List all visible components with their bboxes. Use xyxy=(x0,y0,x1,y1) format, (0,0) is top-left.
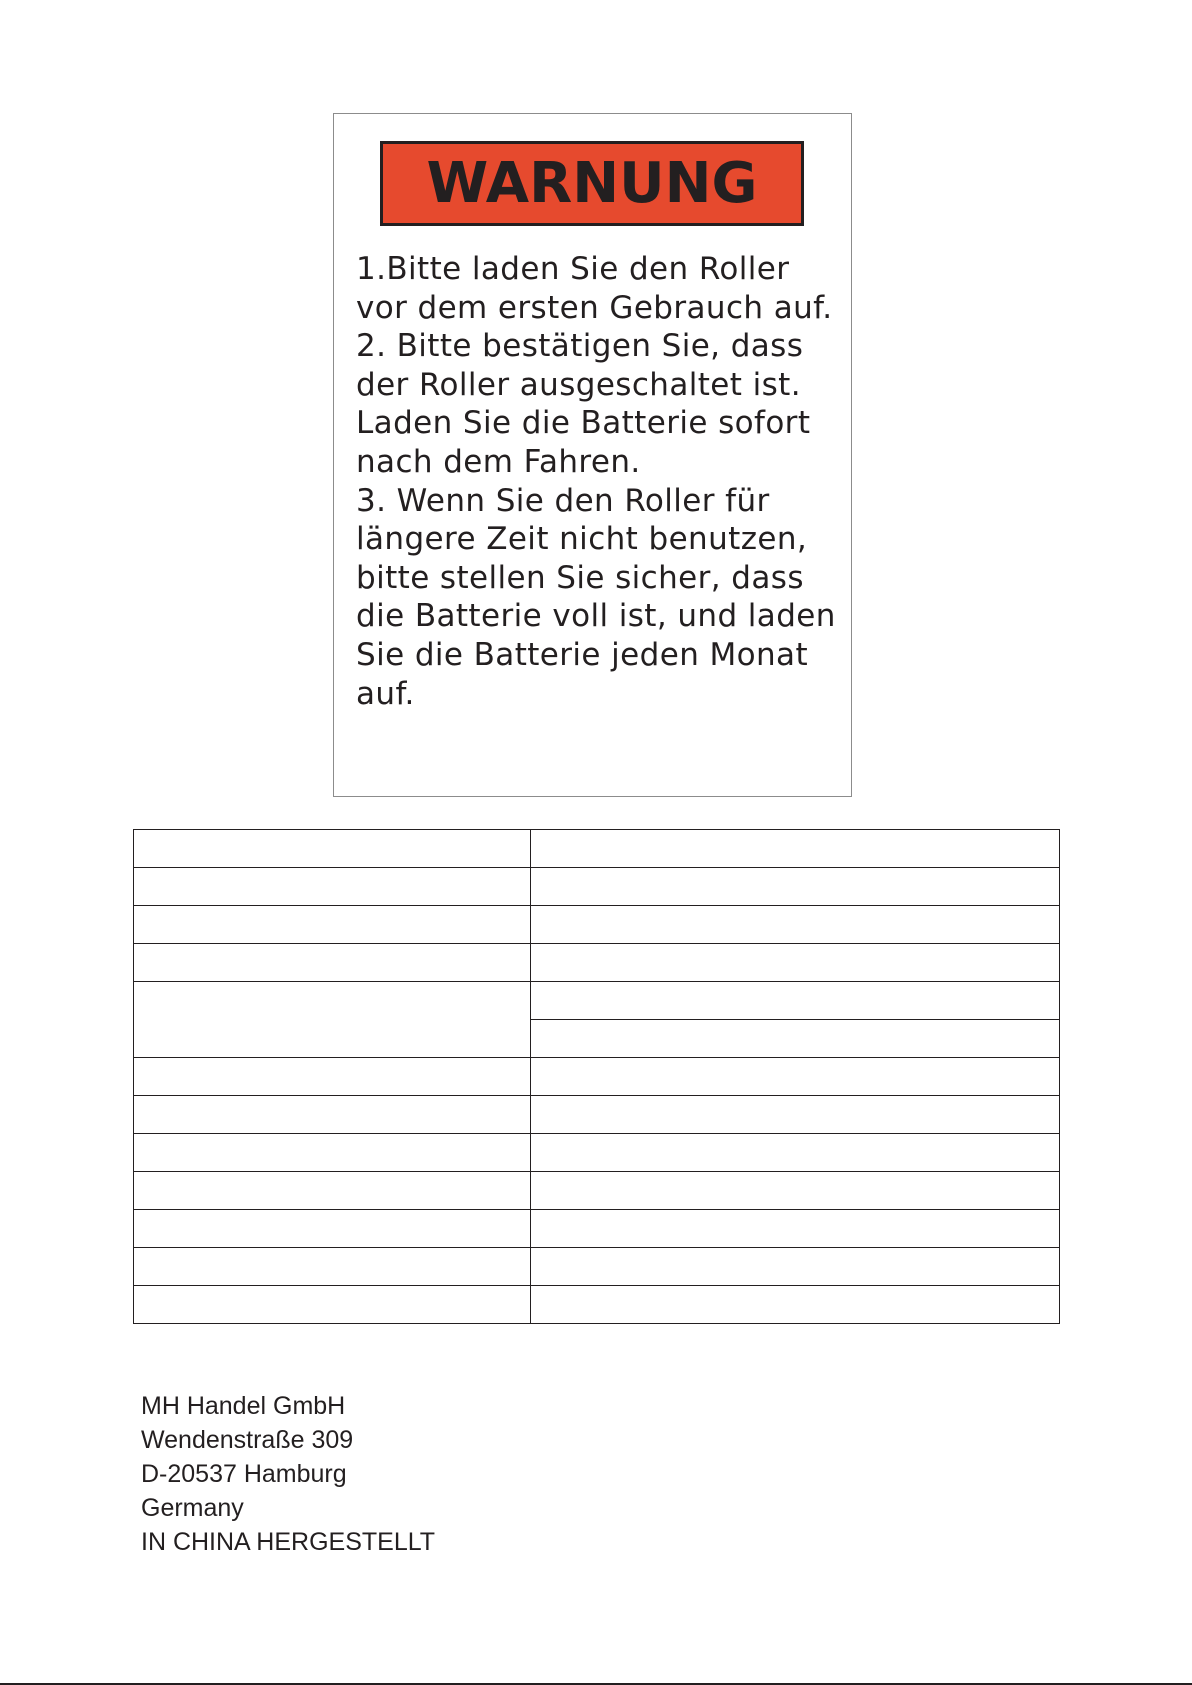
table-row xyxy=(134,1286,1060,1324)
table-cell-value xyxy=(531,1134,1060,1172)
table-cell-label xyxy=(134,906,531,944)
table-cell-value xyxy=(531,1058,1060,1096)
warning-banner xyxy=(380,141,804,226)
table-row xyxy=(134,1248,1060,1286)
warning-line: 1.Bitte laden Sie den Roller xyxy=(356,251,790,287)
table-cell-label xyxy=(134,1286,531,1324)
address-company: MH Handel GmbH xyxy=(141,1392,346,1420)
manufacturer-address xyxy=(141,1389,435,1559)
table-cell-value xyxy=(531,906,1060,944)
table-row xyxy=(134,1134,1060,1172)
table-cell-value xyxy=(531,1096,1060,1134)
table-cell-label-merged xyxy=(134,982,531,1058)
warning-line: längere Zeit nicht benutzen, xyxy=(356,521,808,558)
table-row xyxy=(134,1172,1060,1210)
warning-line: die Batterie voll ist, und laden xyxy=(356,598,836,635)
table-cell-value xyxy=(531,868,1060,906)
table-cell-value xyxy=(531,1172,1060,1210)
table-row xyxy=(134,944,1060,982)
origin-note: IN CHINA HERGESTELLT xyxy=(141,1528,436,1556)
table-cell-label xyxy=(134,1172,531,1210)
table-cell-value xyxy=(531,982,1060,1020)
warning-instructions xyxy=(356,250,856,713)
table-row xyxy=(134,906,1060,944)
warning-line: 2. Bitte bestätigen Sie, dass xyxy=(356,328,804,365)
warning-label xyxy=(333,113,852,797)
warning-line: der Roller ausgeschaltet ist. xyxy=(356,366,801,403)
table-row xyxy=(134,830,1060,868)
table-cell-value xyxy=(531,1020,1060,1058)
table-cell-value xyxy=(531,1248,1060,1286)
warning-banner-text: WARNUNG xyxy=(426,150,758,216)
address-country: Germany xyxy=(141,1494,244,1522)
table-cell-label xyxy=(134,830,531,868)
table-row xyxy=(134,1210,1060,1248)
table-row xyxy=(134,982,1060,1020)
table-cell-value xyxy=(531,1210,1060,1248)
table-cell-label xyxy=(134,868,531,906)
warning-line: vor dem ersten Gebrauch auf. xyxy=(356,289,833,326)
warning-line: Laden Sie die Batterie sofort xyxy=(356,405,811,442)
table-row xyxy=(134,1096,1060,1134)
table-cell-label xyxy=(134,1210,531,1248)
warning-line: bitte stellen Sie sicher, dass xyxy=(356,559,804,596)
spec-table xyxy=(133,829,1060,1324)
warning-line: 3. Wenn Sie den Roller für xyxy=(356,482,770,519)
table-row xyxy=(134,868,1060,906)
address-city: D-20537 Hamburg xyxy=(141,1460,347,1488)
warning-line: Sie die Batterie jeden Monat xyxy=(356,636,809,673)
address-street: Wendenstraße 309 xyxy=(141,1426,354,1454)
warning-line: auf. xyxy=(356,675,415,712)
table-cell-value xyxy=(531,830,1060,868)
table-cell-label xyxy=(134,944,531,982)
table-cell-label xyxy=(134,1248,531,1286)
warning-line: nach dem Fahren. xyxy=(356,443,641,480)
table-row xyxy=(134,1058,1060,1096)
table-cell-value xyxy=(531,944,1060,982)
table-cell-label xyxy=(134,1134,531,1172)
table-cell-value xyxy=(531,1286,1060,1324)
table-cell-label xyxy=(134,1058,531,1096)
table-cell-label xyxy=(134,1096,531,1134)
